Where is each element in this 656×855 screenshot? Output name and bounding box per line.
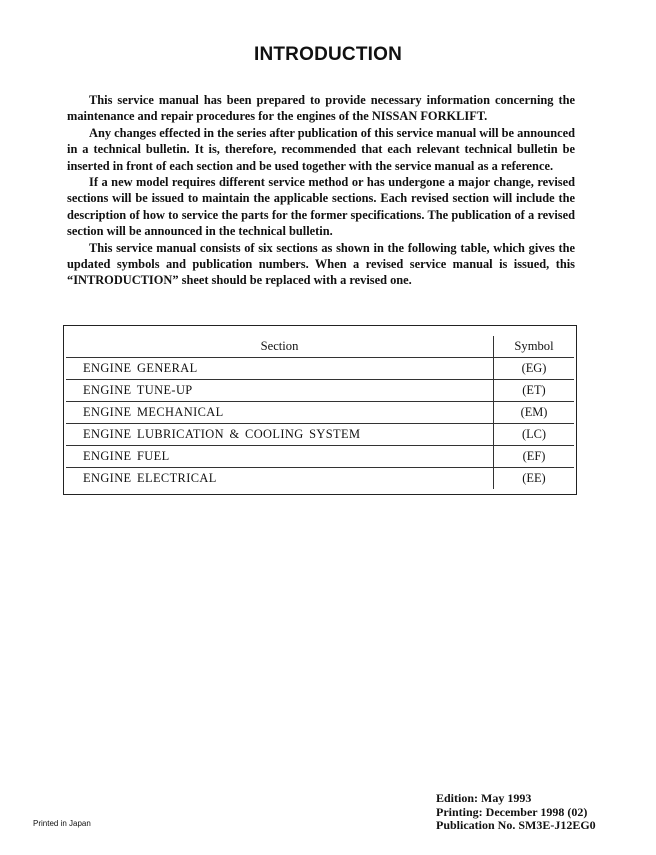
introduction-text bbox=[67, 92, 575, 289]
table-row bbox=[66, 402, 574, 424]
section-symbol: (EG) bbox=[494, 358, 575, 380]
section-name: ENGINE FUEL bbox=[66, 446, 494, 468]
publication-number: Publication No. SM3E-J12EG0 bbox=[436, 818, 596, 832]
section-column-header: Section bbox=[66, 336, 494, 358]
table-row bbox=[66, 380, 574, 402]
section-symbol: (EF) bbox=[494, 446, 575, 468]
section-name: ENGINE TUNE-UP bbox=[66, 380, 494, 402]
section-symbol: (EE) bbox=[494, 468, 575, 490]
section-name: ENGINE LUBRICATION & COOLING SYSTEM bbox=[66, 424, 494, 446]
printing-line: Printing: December 1998 (02) bbox=[436, 804, 588, 819]
paragraph: If a new model requires different service method or has undergone a major change, revised sections will be issued to maintain the applicable sections. Each revised section will include the description of how to service the parts for the former specifications. The publication of a revised section will be announced in the technical bulletin. bbox=[67, 175, 575, 239]
table-row bbox=[66, 468, 574, 490]
table-row bbox=[66, 424, 574, 446]
section-name: ENGINE GENERAL bbox=[66, 358, 494, 380]
paragraph: This service manual has been prepared to provide necessary information concerning the maintenance and repair procedures for the engines of the NISSAN FORKLIFT. bbox=[67, 93, 575, 124]
printed-in-note: Printed in Japan bbox=[33, 819, 91, 828]
symbol-column-header: Symbol bbox=[494, 336, 575, 358]
sections-table-frame bbox=[63, 325, 577, 495]
table-header-row bbox=[66, 336, 574, 358]
paragraph: Any changes effected in the series after publication of this service manual will be announced in a technical bulletin. It is, therefore, recommended that each relevant technical bulletin be inserted in front of each section and be used together with the service manual as a reference. bbox=[67, 125, 575, 173]
table-row bbox=[66, 446, 574, 468]
edition-line: Edition: May 1993 bbox=[436, 791, 532, 805]
sections-table bbox=[66, 336, 574, 489]
paragraph: This service manual consists of six sections as shown in the following table, which gives the updated symbols and publication numbers. When a revised service manual is issued, this “INTRODUCTION” sheet should be replaced with a revised one. bbox=[67, 240, 575, 288]
section-symbol: (EM) bbox=[494, 402, 575, 424]
section-symbol: (LC) bbox=[494, 424, 575, 446]
section-name: ENGINE MECHANICAL bbox=[66, 402, 494, 424]
publication-info bbox=[436, 792, 596, 833]
page-title: INTRODUCTION bbox=[253, 44, 403, 65]
table-row bbox=[66, 358, 574, 380]
section-symbol: (ET) bbox=[494, 380, 575, 402]
section-name: ENGINE ELECTRICAL bbox=[83, 471, 217, 485]
